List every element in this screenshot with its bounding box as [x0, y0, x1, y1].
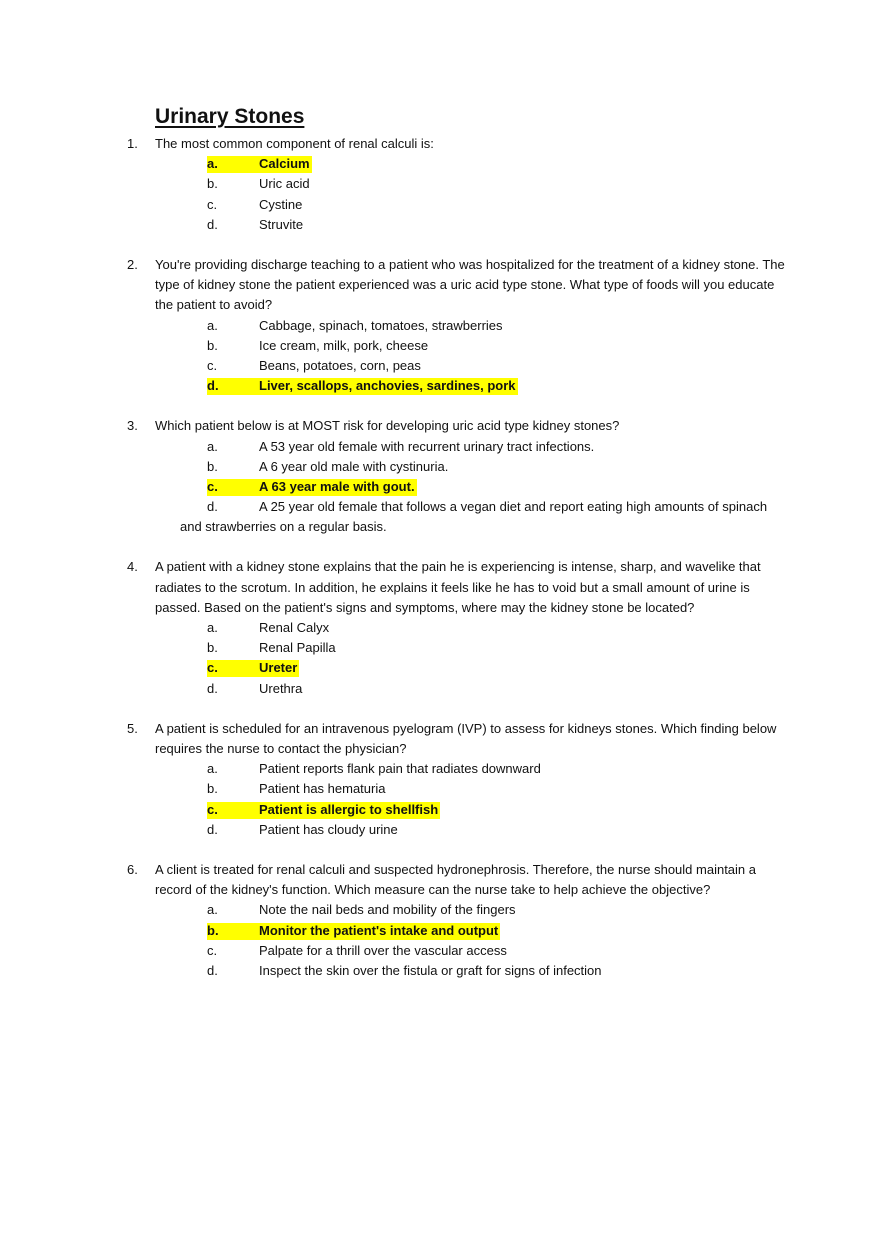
answer-option	[0, 759, 880, 779]
option-letter: a.	[207, 620, 218, 636]
option-letter: d.	[207, 216, 218, 232]
option-letter: b.	[207, 781, 218, 797]
option-letter: c.	[207, 801, 218, 817]
option-letter: d.	[207, 680, 218, 696]
answer-option-correct	[0, 376, 880, 396]
option-text: Calcium	[259, 156, 310, 172]
option-text: Palpate for a thrill over the vascular access	[259, 942, 507, 958]
question-number: 2.	[127, 256, 138, 272]
option-letter: a.	[207, 438, 218, 454]
answer-option	[0, 618, 880, 638]
question-number: 3.	[127, 418, 138, 434]
answer-option	[0, 356, 880, 376]
option-letter: a.	[207, 902, 218, 918]
question-stem	[0, 860, 785, 900]
option-letter: b.	[207, 176, 218, 192]
option-text: Inspect the skin over the fistula or graft for signs of infection	[259, 962, 602, 978]
question-stem	[0, 255, 785, 316]
question-1	[0, 134, 880, 235]
option-text: Ice cream, milk, pork, cheese	[259, 337, 429, 353]
answer-option	[0, 679, 880, 699]
question-2	[0, 255, 880, 396]
option-letter: c.	[207, 942, 218, 958]
page-title: Urinary Stones	[155, 105, 305, 128]
option-letter: c.	[207, 660, 218, 676]
option-letter: d.	[207, 962, 218, 978]
option-letter: d.	[207, 499, 218, 515]
option-letter: a.	[207, 156, 218, 172]
answer-option	[0, 316, 880, 336]
answer-option	[0, 457, 880, 477]
option-text: Renal Papilla	[259, 640, 336, 656]
question-5	[0, 719, 880, 840]
question-text: A patient is scheduled for an intravenous pyelogram (IVP) to assess for kidneys stones. Which finding below requires the nurse to contact the physician?	[155, 720, 777, 757]
option-text: A 63 year male with gout.	[259, 478, 415, 494]
question-stem	[0, 134, 785, 154]
option-text: Struvite	[259, 216, 304, 232]
question-text: You're providing discharge teaching to a patient who was hospitalized for the treatment of a kidney stone. The type of kidney stone the patient experienced was a uric acid type stone. What type of foods will you educate the patient to avoid?	[155, 256, 785, 313]
option-text: Ureter	[259, 660, 298, 676]
answer-option	[0, 437, 880, 457]
option-letter: b.	[207, 337, 218, 353]
answer-option	[0, 900, 880, 920]
answer-option	[0, 961, 880, 981]
option-letter: b.	[207, 640, 218, 656]
option-text: Note the nail beds and mobility of the fingers	[259, 902, 516, 918]
question-stem	[0, 557, 785, 618]
option-text: Cystine	[259, 196, 303, 212]
option-text: Liver, scallops, anchovies, sardines, pork	[259, 378, 516, 394]
option-letter: d.	[207, 378, 219, 394]
answer-option	[0, 779, 880, 799]
question-6	[0, 860, 880, 981]
option-text: Patient is allergic to shellfish	[259, 801, 439, 817]
question-4	[0, 557, 880, 698]
question-stem	[0, 719, 785, 759]
option-text: Uric acid	[259, 176, 310, 192]
answer-option-correct	[0, 658, 880, 678]
answer-option	[0, 195, 880, 215]
answer-option	[0, 174, 880, 194]
option-text: Patient has cloudy urine	[259, 821, 398, 837]
option-text: Renal Calyx	[259, 620, 330, 636]
option-text: A 53 year old female with recurrent urinary tract infections.	[259, 438, 595, 454]
option-letter: c.	[207, 478, 218, 494]
answer-option	[0, 638, 880, 658]
option-letter: b.	[207, 922, 219, 938]
answer-option	[0, 820, 880, 840]
answer-option	[0, 215, 880, 235]
option-text-continuation: and strawberries on a regular basis.	[180, 519, 387, 535]
question-number: 4.	[127, 559, 138, 575]
option-letter: a.	[207, 761, 218, 777]
option-text: Patient reports flank pain that radiates downward	[259, 761, 541, 777]
question-number: 5.	[127, 720, 138, 736]
option-letter: c.	[207, 357, 218, 373]
option-text: Beans, potatoes, corn, peas	[259, 357, 421, 373]
option-text: A 25 year old female that follows a vegan diet and report eating high amounts of spinach	[259, 499, 768, 515]
question-text: Which patient below is at MOST risk for developing uric acid type kidney stones?	[155, 418, 620, 434]
question-text: The most common component of renal calculi is:	[155, 136, 434, 151]
question-text: A client is treated for renal calculi and suspected hydronephrosis. Therefore, the nurse should maintain a record of the kidney's function. Which measure can the nurse take to help achieve the objective?	[155, 862, 756, 898]
answer-option	[0, 941, 880, 961]
option-text: Cabbage, spinach, tomatoes, strawberries	[259, 317, 503, 333]
option-letter: a.	[207, 317, 218, 333]
option-text: A 6 year old male with cystinuria.	[259, 458, 449, 474]
option-letter: c.	[207, 196, 218, 212]
option-letter: d.	[207, 821, 218, 837]
option-text: Patient has hematuria	[259, 781, 386, 797]
question-text: A patient with a kidney stone explains that the pain he is experiencing is intense, sharp, and wavelike that radiates to the scrotum. In addition, he explains it feels like he has to void but a small amount of urine is passed. Based on the patient's signs and symptoms, where may the kidney stone be located?	[155, 559, 761, 615]
option-letter: b.	[207, 458, 218, 474]
question-3	[0, 416, 880, 537]
question-number: 1.	[127, 136, 138, 151]
answer-option-correct	[0, 477, 880, 497]
question-number: 6.	[127, 862, 138, 877]
answer-option	[0, 497, 880, 517]
answer-option	[0, 336, 880, 356]
option-text: Monitor the patient's intake and output	[259, 922, 499, 938]
answer-option-correct	[0, 154, 880, 174]
answer-option-correct	[0, 800, 880, 820]
question-stem	[0, 416, 785, 436]
option-text: Urethra	[259, 680, 303, 696]
question-list	[0, 134, 880, 1001]
answer-option-correct	[0, 921, 880, 941]
